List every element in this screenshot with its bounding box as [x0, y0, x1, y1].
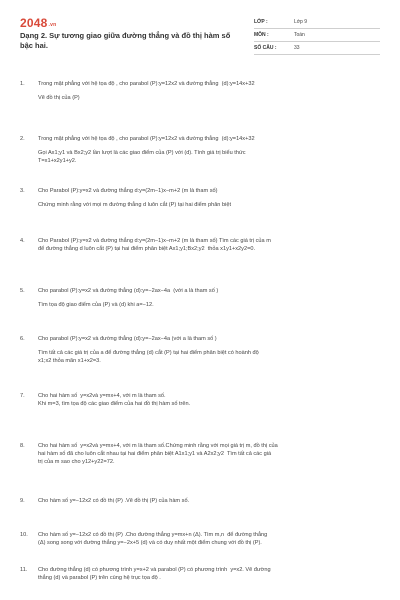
question-item	[20, 135, 380, 187]
question-text	[38, 287, 380, 295]
question-text	[38, 531, 380, 547]
question-text-line: Cho hai hàm số y=x2và y=mx+4, với m là tham số.	[38, 393, 166, 399]
meta-key: MÔN :	[254, 32, 269, 38]
question-number: 2.	[20, 136, 25, 142]
question-number: 8.	[20, 443, 25, 449]
question-text-line: Cho hai hàm số y=x2và y=mx+4, với m là tham số.Chứng minh rằng với mọi giá trị m, đồ thị của	[38, 443, 278, 449]
question-body	[38, 135, 380, 165]
question-number: 1.	[20, 81, 25, 87]
question-text-line: Trong mặt phẳng với hệ tọa độ , cho parabol (P):y=12x2 và đường thẳng (d):y=14x+32	[38, 81, 255, 87]
meta-value: Toán	[294, 32, 305, 38]
question-text-line: Cho parabol (P):y=x2 và đường thẳng (d):y=−2ax−4a (với a là tham số )	[38, 288, 219, 294]
question-text-line: để đường thẳng d luôn cắt (P) tại hai điểm phân biệt Ax1;y1;Bx2;y2 thỏa x1y1+x2y2=0.	[38, 246, 256, 252]
question-text	[38, 335, 380, 343]
question-subtext-line: Tìm tọa độ giao điểm của (P) và (d) khi a=−12.	[38, 302, 154, 308]
question-item	[20, 566, 380, 596]
question-number: 9.	[20, 498, 25, 504]
logo-text: 2048	[20, 16, 48, 30]
question-subtext-line: Gọi Ax1;y1 và Bx2;y2 lần lượt là các giao điểm của (P) với (d). Tính giá trị biểu thức	[38, 150, 246, 156]
meta-row-class	[254, 16, 380, 29]
question-number: 10.	[20, 532, 28, 538]
question-subtext-line: Tìm tất cả các giá trị của a để đường thẳng (d) cắt (P) tại hai điểm phân biệt có hoành độ	[38, 350, 259, 356]
meta-key: SỐ CÂU :	[254, 45, 277, 51]
question-number: 3.	[20, 188, 25, 194]
meta-row-subject	[254, 29, 380, 42]
question-item	[20, 497, 380, 531]
question-list	[20, 80, 380, 596]
question-subtext	[38, 201, 380, 209]
question-body	[38, 566, 380, 582]
question-body	[38, 442, 380, 466]
question-subtext	[38, 149, 380, 165]
question-number: 4.	[20, 238, 25, 244]
question-text-line: Cho đường thẳng (d) có phương trình y=x+2 và parabol (P) có phương trình y=x2. Vẽ đường	[38, 567, 271, 573]
title-line: bậc hai.	[20, 40, 48, 50]
question-item	[20, 187, 380, 237]
question-text-line: Trong mặt phẳng với hệ tọa độ , cho parabol (P):y=12x2 và đường thẳng (d):y=14x+32	[38, 136, 255, 142]
question-item	[20, 80, 380, 135]
logo-tld: .vn	[48, 22, 57, 28]
question-text	[38, 566, 380, 582]
meta-key: LỚP :	[254, 19, 268, 25]
question-text	[38, 497, 380, 505]
question-subtext	[38, 94, 380, 102]
question-body	[38, 80, 380, 102]
question-text-line: (Δ) song song với đường thẳng y=−2x+5 (d) và có duy nhất một điểm chung với đồ thị (P).	[38, 540, 262, 546]
question-body	[38, 335, 380, 365]
question-text-line: hai hàm số đã cho luôn cắt nhau tại hai điểm phân biệt A1x1;y1 và A2x2;y2 Tìm tất cả các giá	[38, 451, 272, 457]
question-subtext-line: x1;x2 thỏa mãn x1+x2=3.	[38, 358, 101, 364]
question-text-line: thẳng (d) và parabol (P) trên cùng hệ trục tọa độ .	[38, 575, 161, 581]
question-subtext-line: T=x1+x2y1+y2.	[38, 158, 77, 164]
question-text-line: Cho parabol (P):y=x2 và đường thẳng (d):y=−2ax−4a (với a là tham số )	[38, 336, 217, 342]
question-body	[38, 392, 380, 408]
meta-box	[254, 16, 380, 55]
question-text-line: Cho Parabol (P):y=x2 và đường thẳng d:y=(2m−1)x−m+2 (m là tham số) Tìm các giá trị của m	[38, 238, 271, 244]
header	[20, 14, 380, 60]
question-subtext	[38, 301, 380, 309]
question-text	[38, 135, 380, 143]
question-item	[20, 392, 380, 442]
meta-value: Lớp 9	[294, 19, 308, 25]
question-text-line: Cho hàm số y=−12x2 có đồ thị (P) .Vẽ đồ thị (P) của hàm số.	[38, 498, 190, 504]
question-number: 7.	[20, 393, 25, 399]
question-text-line: Khi m=3, tìm tọa độ các giao điểm của hai đồ thị hàm số trên.	[38, 401, 191, 407]
question-subtext-line: Vẽ đồ thị của (P)	[38, 95, 80, 101]
question-number: 11.	[20, 567, 28, 573]
meta-value: 33	[294, 45, 300, 51]
question-item	[20, 531, 380, 566]
question-body	[38, 531, 380, 547]
question-item	[20, 335, 380, 392]
meta-row-count	[254, 42, 380, 55]
question-item	[20, 237, 380, 287]
site-logo[interactable]	[20, 16, 56, 30]
question-number: 5.	[20, 288, 25, 294]
title-line: Dạng 2. Sự tương giao giữa đường thẳng và đồ thị hàm số	[20, 31, 231, 40]
question-text-line: trị của m sao cho y12+y22=72.	[38, 459, 115, 465]
question-text-line: Cho hàm số y=−12x2 có đồ thị (P) .Cho đường thẳng y=mx+n (Δ). Tìm m,n để đường thẳng	[38, 532, 268, 538]
question-subtext-line: Chứng minh rằng với mọi m đường thẳng d luôn cắt (P) tại hai điểm phân biệt	[38, 202, 231, 208]
question-text	[38, 442, 380, 466]
question-body	[38, 497, 380, 505]
question-body	[38, 237, 380, 253]
question-item	[20, 287, 380, 335]
question-item	[20, 442, 380, 497]
question-text	[38, 80, 380, 88]
question-body	[38, 287, 380, 309]
question-number: 6.	[20, 336, 25, 342]
question-text	[38, 392, 380, 408]
question-body	[38, 187, 380, 209]
page-title	[20, 31, 240, 50]
question-text	[38, 187, 380, 195]
question-text	[38, 237, 380, 253]
question-text-line: Cho Parabol (P):y=x2 và đường thẳng d:y=(2m−1)x−m+2 (m là tham số)	[38, 188, 218, 194]
question-subtext	[38, 349, 380, 365]
